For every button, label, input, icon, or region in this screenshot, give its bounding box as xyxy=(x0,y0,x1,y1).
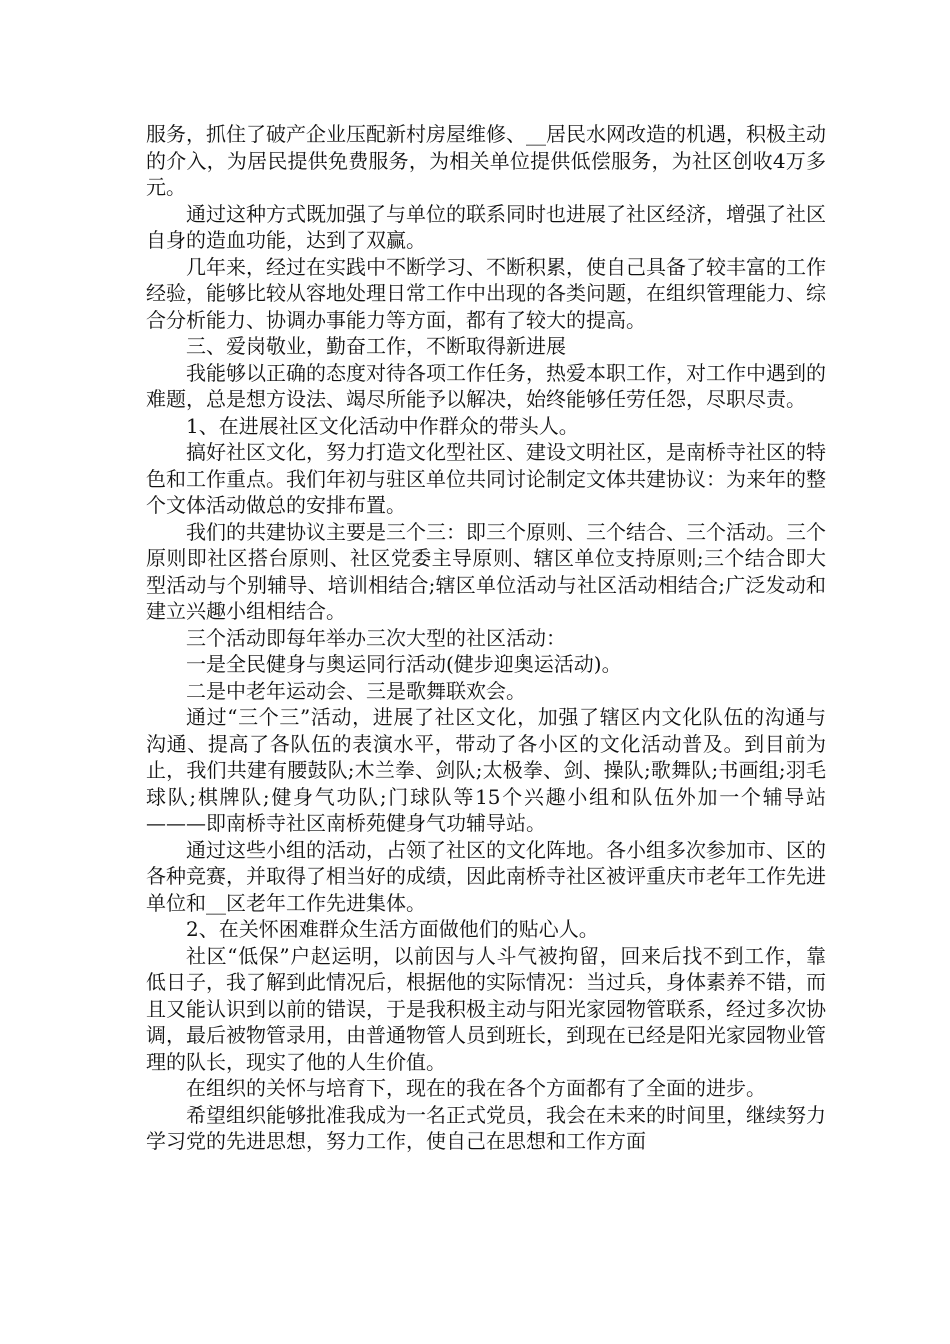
paragraph-1: 服务，抓住了破产企业压配新村房屋维修、__居民水网改造的机遇，积极主动的介入，为居民提供免费服务，为相关单位提供低偿服务，为社区创收4万多元。 xyxy=(146,122,826,199)
document-body xyxy=(146,121,826,1155)
paragraph-13: 通过这些小组的活动，占领了社区的文化阵地。各小组多次参加市、区的各种竞赛，并取得了相当好的成绩，因此南桥寺社区被评重庆市老年工作先进单位和__区老年工作先进集体。 xyxy=(146,837,826,915)
paragraph-17: 希望组织能够批准我成为一名正式党员，我会在未来的时间里，继续努力学习党的先进思想，努力工作，使自己在思想和工作方面 xyxy=(146,1102,826,1153)
paragraph-12: 通过“三个三”活动，进展了社区文化，加强了辖区内文化队伍的沟通与沟通、提高了各队伍的表演水平，带动了各小区的文化活动普及。到目前为止，我们共建有腰鼓队;木兰拳、剑队;太极拳、剑、操队;歌舞队;书画组;羽毛球队;棋牌队;健身气功队;门球队等15个兴趣小组和队伍外加一个辅导站———即南桥寺社区南桥苑健身气功辅导站。 xyxy=(146,705,826,835)
paragraph-16: 在组织的关怀与培育下，现在的我在各个方面都有了全面的进步。 xyxy=(186,1076,766,1100)
subheading-1: 1、在进展社区文化活动中作群众的带头人。 xyxy=(186,413,579,438)
paragraph-10: 一是全民健身与奥运同行活动(健步迎奥运活动)。 xyxy=(186,652,622,676)
paragraph-8: 我们的共建协议主要是三个三：即三个原则、三个结合、三个活动。三个原则即社区搭台原则、社区党委主导原则、辖区单位支持原则;三个结合即大型活动与个别辅导、培训相结合;辖区单位活动与社区活动相结合;广泛发动和建立兴趣小组相结合。 xyxy=(146,519,826,623)
subheading-2: 2、在关怀困难群众生活方面做他们的贴心人。 xyxy=(186,917,599,941)
paragraph-2: 通过这种方式既加强了与单位的联系同时也进展了社区经济，增强了社区自身的造血功能，达到了双赢。 xyxy=(146,201,826,252)
paragraph-9: 三个活动即每年举办三次大型的社区活动： xyxy=(186,625,566,650)
paragraph-5: 我能够以正确的态度对待各项工作任务，热爱本职工作，对工作中遇到的难题，总是想方设法、竭尽所能予以解决，始终能够任劳任怨，尽职尽责。 xyxy=(146,360,826,411)
paragraph-7: 搞好社区文化，努力打造文化型社区、建设文明社区，是南桥寺社区的特色和工作重点。我们年初与驻区单位共同讨论制定文体共建协议：为来年的整个文体活动做总的安排布置。 xyxy=(146,440,826,517)
section-heading-3: 三、爱岗敬业，勤奋工作，不断取得新进展 xyxy=(186,334,566,358)
paragraph-15: 社区“低保”户赵运明，以前因与人斗气被拘留，回来后找不到工作，靠低日子，我了解到此情况后，根据他的实际情况：当过兵，身体素养不错，而且又能认识到以前的错误，于是我积极主动与阳光家园物管联系，经过多次协调，最后被物管录用，由普通物管人员到班长，到现在已经是阳光家园物业管理的队长，现实了他的人生价值。 xyxy=(146,943,826,1074)
paragraph-3: 几年来，经过在实践中不断学习、不断积累，使自己具备了较丰富的工作经验，能够比较从容地处理日常工作中出现的各类问题，在组织管理能力、综合分析能力、协调办事能力等方面，都有了较大的提高。 xyxy=(146,254,826,332)
paragraph-11: 二是中老年运动会、三是歌舞联欢会。 xyxy=(186,678,526,703)
